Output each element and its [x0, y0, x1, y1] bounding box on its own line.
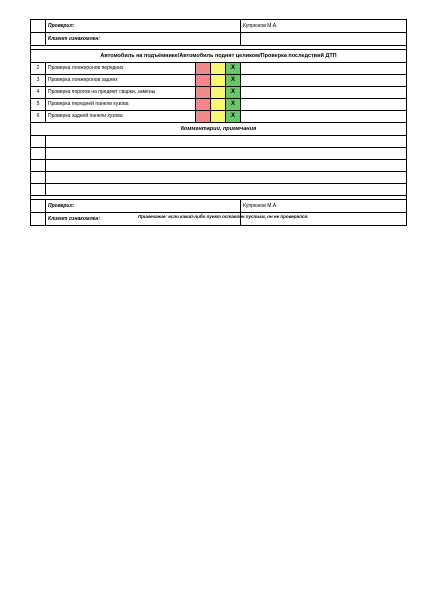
row-label: Проверка лонжеронов передних: [46, 63, 196, 75]
table-row: [31, 111, 407, 123]
table-row: [31, 63, 407, 75]
status-yellow-cell[interactable]: [211, 111, 226, 123]
top-signature-table: [30, 19, 407, 226]
section-title: Автомобиль на подъёмнике/Автомобиль поднят целиком/Проверка последствий ДТП: [31, 50, 407, 63]
status-green-cell[interactable]: X: [226, 75, 241, 87]
status-yellow-cell[interactable]: [211, 63, 226, 75]
comment-line[interactable]: [31, 184, 407, 196]
checked-name: Купрюнов М.А.: [241, 20, 407, 33]
checked-row-bottom: [31, 200, 407, 213]
row-label: Проверка лонжеронов задних: [46, 75, 196, 87]
row-number: 2: [31, 63, 46, 75]
row-comment[interactable]: [241, 111, 407, 123]
row-number: 4: [31, 87, 46, 99]
inspection-sheet: [30, 19, 406, 226]
comment-field[interactable]: [46, 160, 407, 172]
client-row: [31, 33, 407, 46]
footnote: Примечание: если какой-либо пункт оставлен пустым, он не проверялся.: [138, 214, 309, 219]
section-header-row: [31, 50, 407, 63]
checked-label-bottom: Проверил:: [46, 200, 241, 213]
row-comment[interactable]: [241, 87, 407, 99]
status-green-cell[interactable]: X: [226, 99, 241, 111]
status-green-cell[interactable]: X: [226, 111, 241, 123]
status-yellow-cell[interactable]: [211, 99, 226, 111]
comment-field[interactable]: [46, 148, 407, 160]
table-row: [31, 75, 407, 87]
client-label-bottom: Клиент ознакомлен:: [46, 213, 241, 226]
comment-field[interactable]: [46, 136, 407, 148]
checked-label: Проверил:: [46, 20, 241, 33]
row-label: Проверка порогов на предмет сварки, замены: [46, 87, 196, 99]
comment-line[interactable]: [31, 172, 407, 184]
client-signature-field[interactable]: [241, 33, 407, 46]
status-red-cell[interactable]: [196, 63, 211, 75]
status-red-cell[interactable]: [196, 75, 211, 87]
table-row: [31, 99, 407, 111]
status-red-cell[interactable]: [196, 87, 211, 99]
status-green-cell[interactable]: X: [226, 63, 241, 75]
table-row: [31, 87, 407, 99]
comments-header-row: [31, 123, 407, 136]
status-green-cell[interactable]: X: [226, 87, 241, 99]
comment-field[interactable]: [46, 184, 407, 196]
client-label: Клиент ознакомлен:: [46, 33, 241, 46]
status-yellow-cell[interactable]: [211, 87, 226, 99]
row-comment[interactable]: [241, 63, 407, 75]
comments-title: Комментарии, примечания: [31, 123, 407, 136]
comment-line[interactable]: [31, 148, 407, 160]
checked-row: [31, 20, 407, 33]
row-number: 5: [31, 99, 46, 111]
row-comment[interactable]: [241, 99, 407, 111]
comment-line[interactable]: [31, 160, 407, 172]
comment-line[interactable]: [31, 136, 407, 148]
row-number: 3: [31, 75, 46, 87]
row-label: Проверка задней панели кузова: [46, 111, 196, 123]
comment-field[interactable]: [46, 172, 407, 184]
checked-name-bottom: Купрюнов М.А.: [241, 200, 407, 213]
status-yellow-cell[interactable]: [211, 75, 226, 87]
row-number: 6: [31, 111, 46, 123]
row-comment[interactable]: [241, 75, 407, 87]
row-label: Проверка передней панели кузова: [46, 99, 196, 111]
status-red-cell[interactable]: [196, 111, 211, 123]
status-red-cell[interactable]: [196, 99, 211, 111]
